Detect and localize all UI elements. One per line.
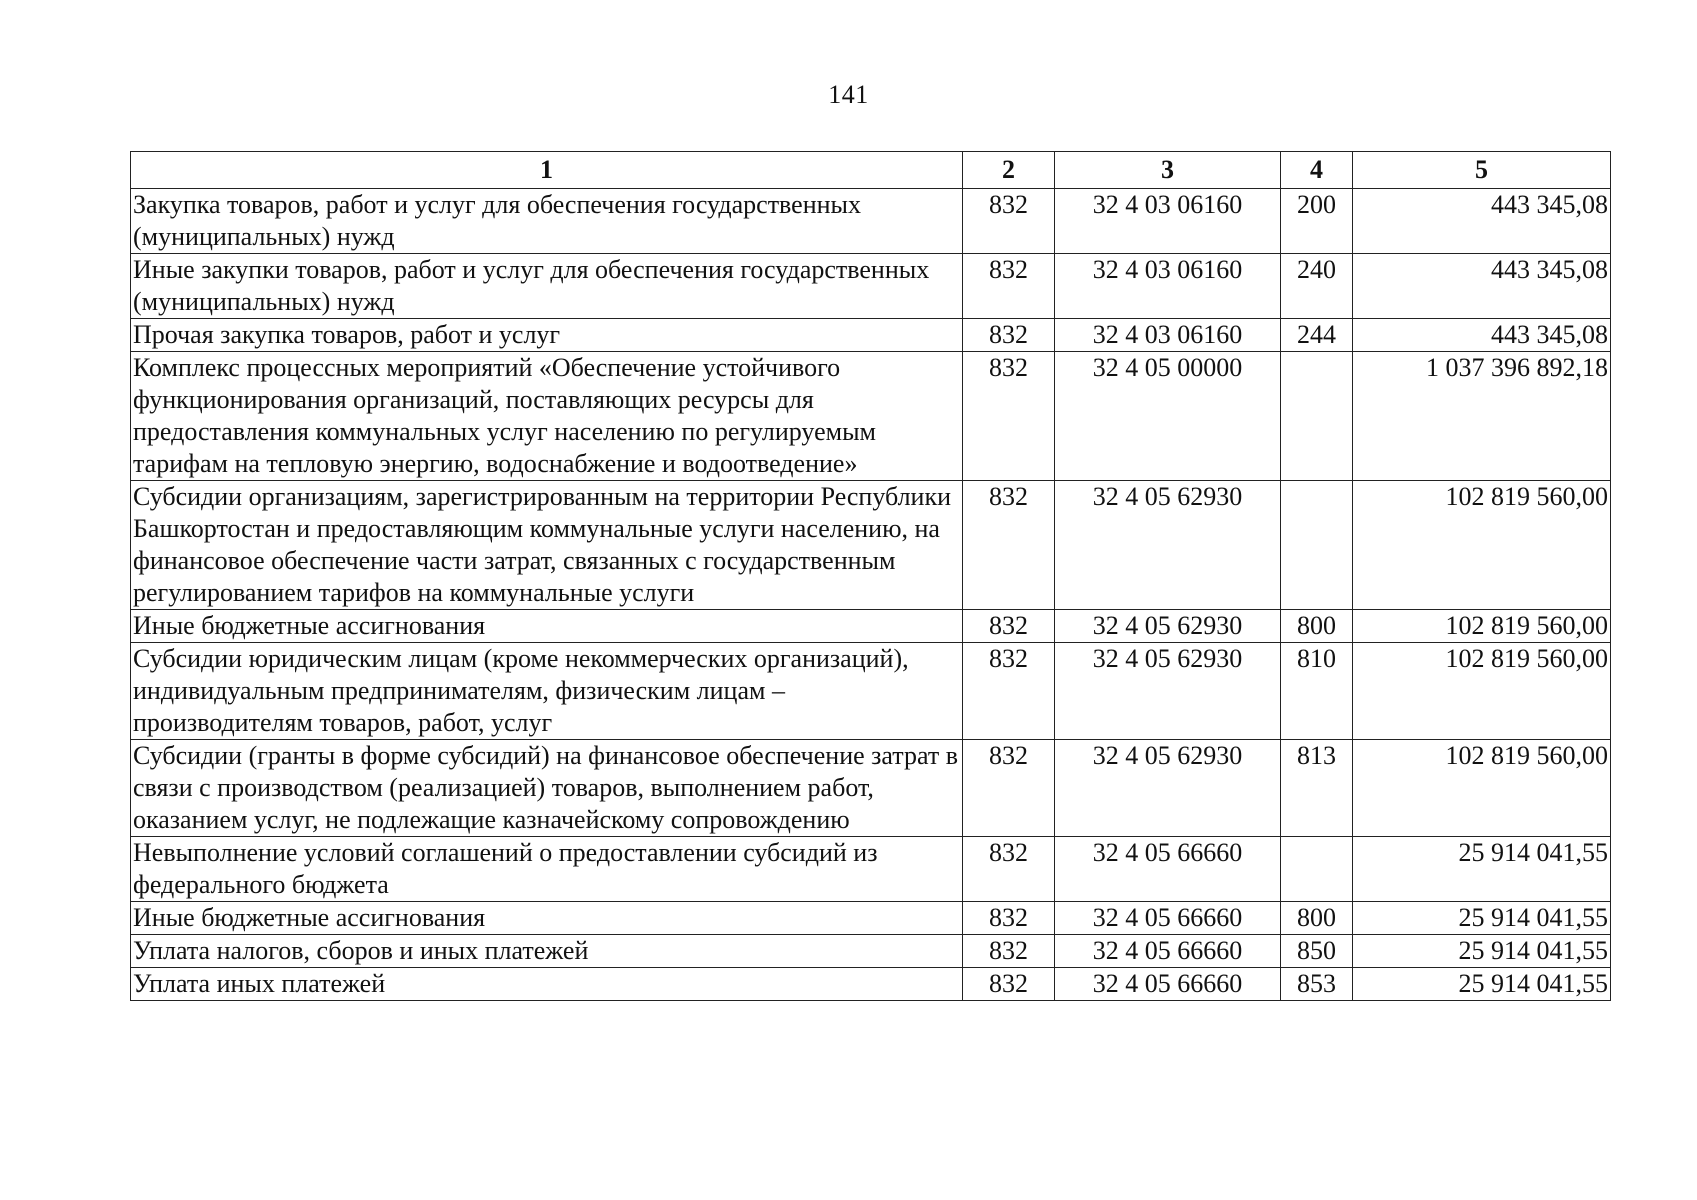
row-admin-code: 832 [963,254,1055,319]
row-target-article: 32 4 03 06160 [1055,254,1281,319]
row-admin-code: 832 [963,352,1055,481]
row-amount: 102 819 560,00 [1353,481,1611,610]
header-col-1: 1 [131,152,963,189]
row-description: Иные закупки товаров, работ и услуг для обеспечения государственных (муниципальных) нужд [131,254,963,319]
row-amount: 1 037 396 892,18 [1353,352,1611,481]
row-target-article: 32 4 05 62930 [1055,643,1281,740]
row-admin-code: 832 [963,643,1055,740]
row-target-article: 32 4 05 66660 [1055,902,1281,935]
row-target-article: 32 4 05 62930 [1055,740,1281,837]
row-amount: 102 819 560,00 [1353,643,1611,740]
row-amount: 102 819 560,00 [1353,610,1611,643]
row-target-article: 32 4 05 66660 [1055,968,1281,1001]
row-target-article: 32 4 05 66660 [1055,935,1281,968]
row-description: Закупка товаров, работ и услуг для обеспечения государственных (муниципальных) нужд [131,189,963,254]
row-amount: 102 819 560,00 [1353,740,1611,837]
row-amount: 25 914 041,55 [1353,935,1611,968]
table-row [131,837,1611,902]
table-body [131,189,1611,1001]
row-expense-type: 813 [1281,740,1353,837]
row-target-article: 32 4 05 66660 [1055,837,1281,902]
row-description: Уплата налогов, сборов и иных платежей [131,935,963,968]
row-description: Комплекс процессных мероприятий «Обеспечение устойчивого функционирования организаций, поставляющих ресурсы для предоставления коммунальных услуг населению по регулируемым тарифам на тепловую энергию, водоснабжение и водоотведение» [131,352,963,481]
row-target-article: 32 4 05 00000 [1055,352,1281,481]
table-row [131,352,1611,481]
row-description: Прочая закупка товаров, работ и услуг [131,319,963,352]
row-target-article: 32 4 05 62930 [1055,481,1281,610]
table-row [131,740,1611,837]
row-expense-type: 810 [1281,643,1353,740]
row-expense-type: 244 [1281,319,1353,352]
header-col-5: 5 [1353,152,1611,189]
row-amount: 25 914 041,55 [1353,968,1611,1001]
row-admin-code: 832 [963,837,1055,902]
row-admin-code: 832 [963,481,1055,610]
row-admin-code: 832 [963,189,1055,254]
row-description: Уплата иных платежей [131,968,963,1001]
row-description: Субсидии юридическим лицам (кроме некоммерческих организаций), индивидуальным предпринимателям, физическим лицам – производителям товаров, работ, услуг [131,643,963,740]
row-expense-type [1281,481,1353,610]
header-col-3: 3 [1055,152,1281,189]
table-row [131,254,1611,319]
row-description: Невыполнение условий соглашений о предоставлении субсидий из федерального бюджета [131,837,963,902]
row-description: Иные бюджетные ассигнования [131,902,963,935]
row-expense-type: 850 [1281,935,1353,968]
row-admin-code: 832 [963,319,1055,352]
row-amount: 443 345,08 [1353,189,1611,254]
table-row [131,319,1611,352]
row-amount: 443 345,08 [1353,254,1611,319]
row-expense-type: 240 [1281,254,1353,319]
row-expense-type [1281,837,1353,902]
row-description: Субсидии организациям, зарегистрированным на территории Республики Башкортостан и предоставляющим коммунальные услуги населению, на финансовое обеспечение части затрат, связанных с государственным регулированием тарифов на коммунальные услуги [131,481,963,610]
row-amount: 25 914 041,55 [1353,837,1611,902]
header-col-2: 2 [963,152,1055,189]
table-row [131,643,1611,740]
row-admin-code: 832 [963,902,1055,935]
table-row [131,902,1611,935]
row-target-article: 32 4 03 06160 [1055,189,1281,254]
row-admin-code: 832 [963,935,1055,968]
table-row [131,610,1611,643]
table-row [131,189,1611,254]
row-amount: 443 345,08 [1353,319,1611,352]
row-description: Субсидии (гранты в форме субсидий) на финансовое обеспечение затрат в связи с производством (реализацией) товаров, выполнением работ, оказанием услуг, не подлежащие казначейскому сопровождению [131,740,963,837]
table-header-row [131,152,1611,189]
row-amount: 25 914 041,55 [1353,902,1611,935]
page-number: 141 [828,80,869,109]
row-expense-type: 853 [1281,968,1353,1001]
budget-table [130,151,1611,1001]
table-row [131,935,1611,968]
row-expense-type [1281,352,1353,481]
row-admin-code: 832 [963,968,1055,1001]
header-col-4: 4 [1281,152,1353,189]
table-row [131,968,1611,1001]
row-expense-type: 800 [1281,902,1353,935]
row-description: Иные бюджетные ассигнования [131,610,963,643]
row-expense-type: 800 [1281,610,1353,643]
row-admin-code: 832 [963,740,1055,837]
table-row [131,481,1611,610]
row-admin-code: 832 [963,610,1055,643]
row-target-article: 32 4 03 06160 [1055,319,1281,352]
row-target-article: 32 4 05 62930 [1055,610,1281,643]
row-expense-type: 200 [1281,189,1353,254]
